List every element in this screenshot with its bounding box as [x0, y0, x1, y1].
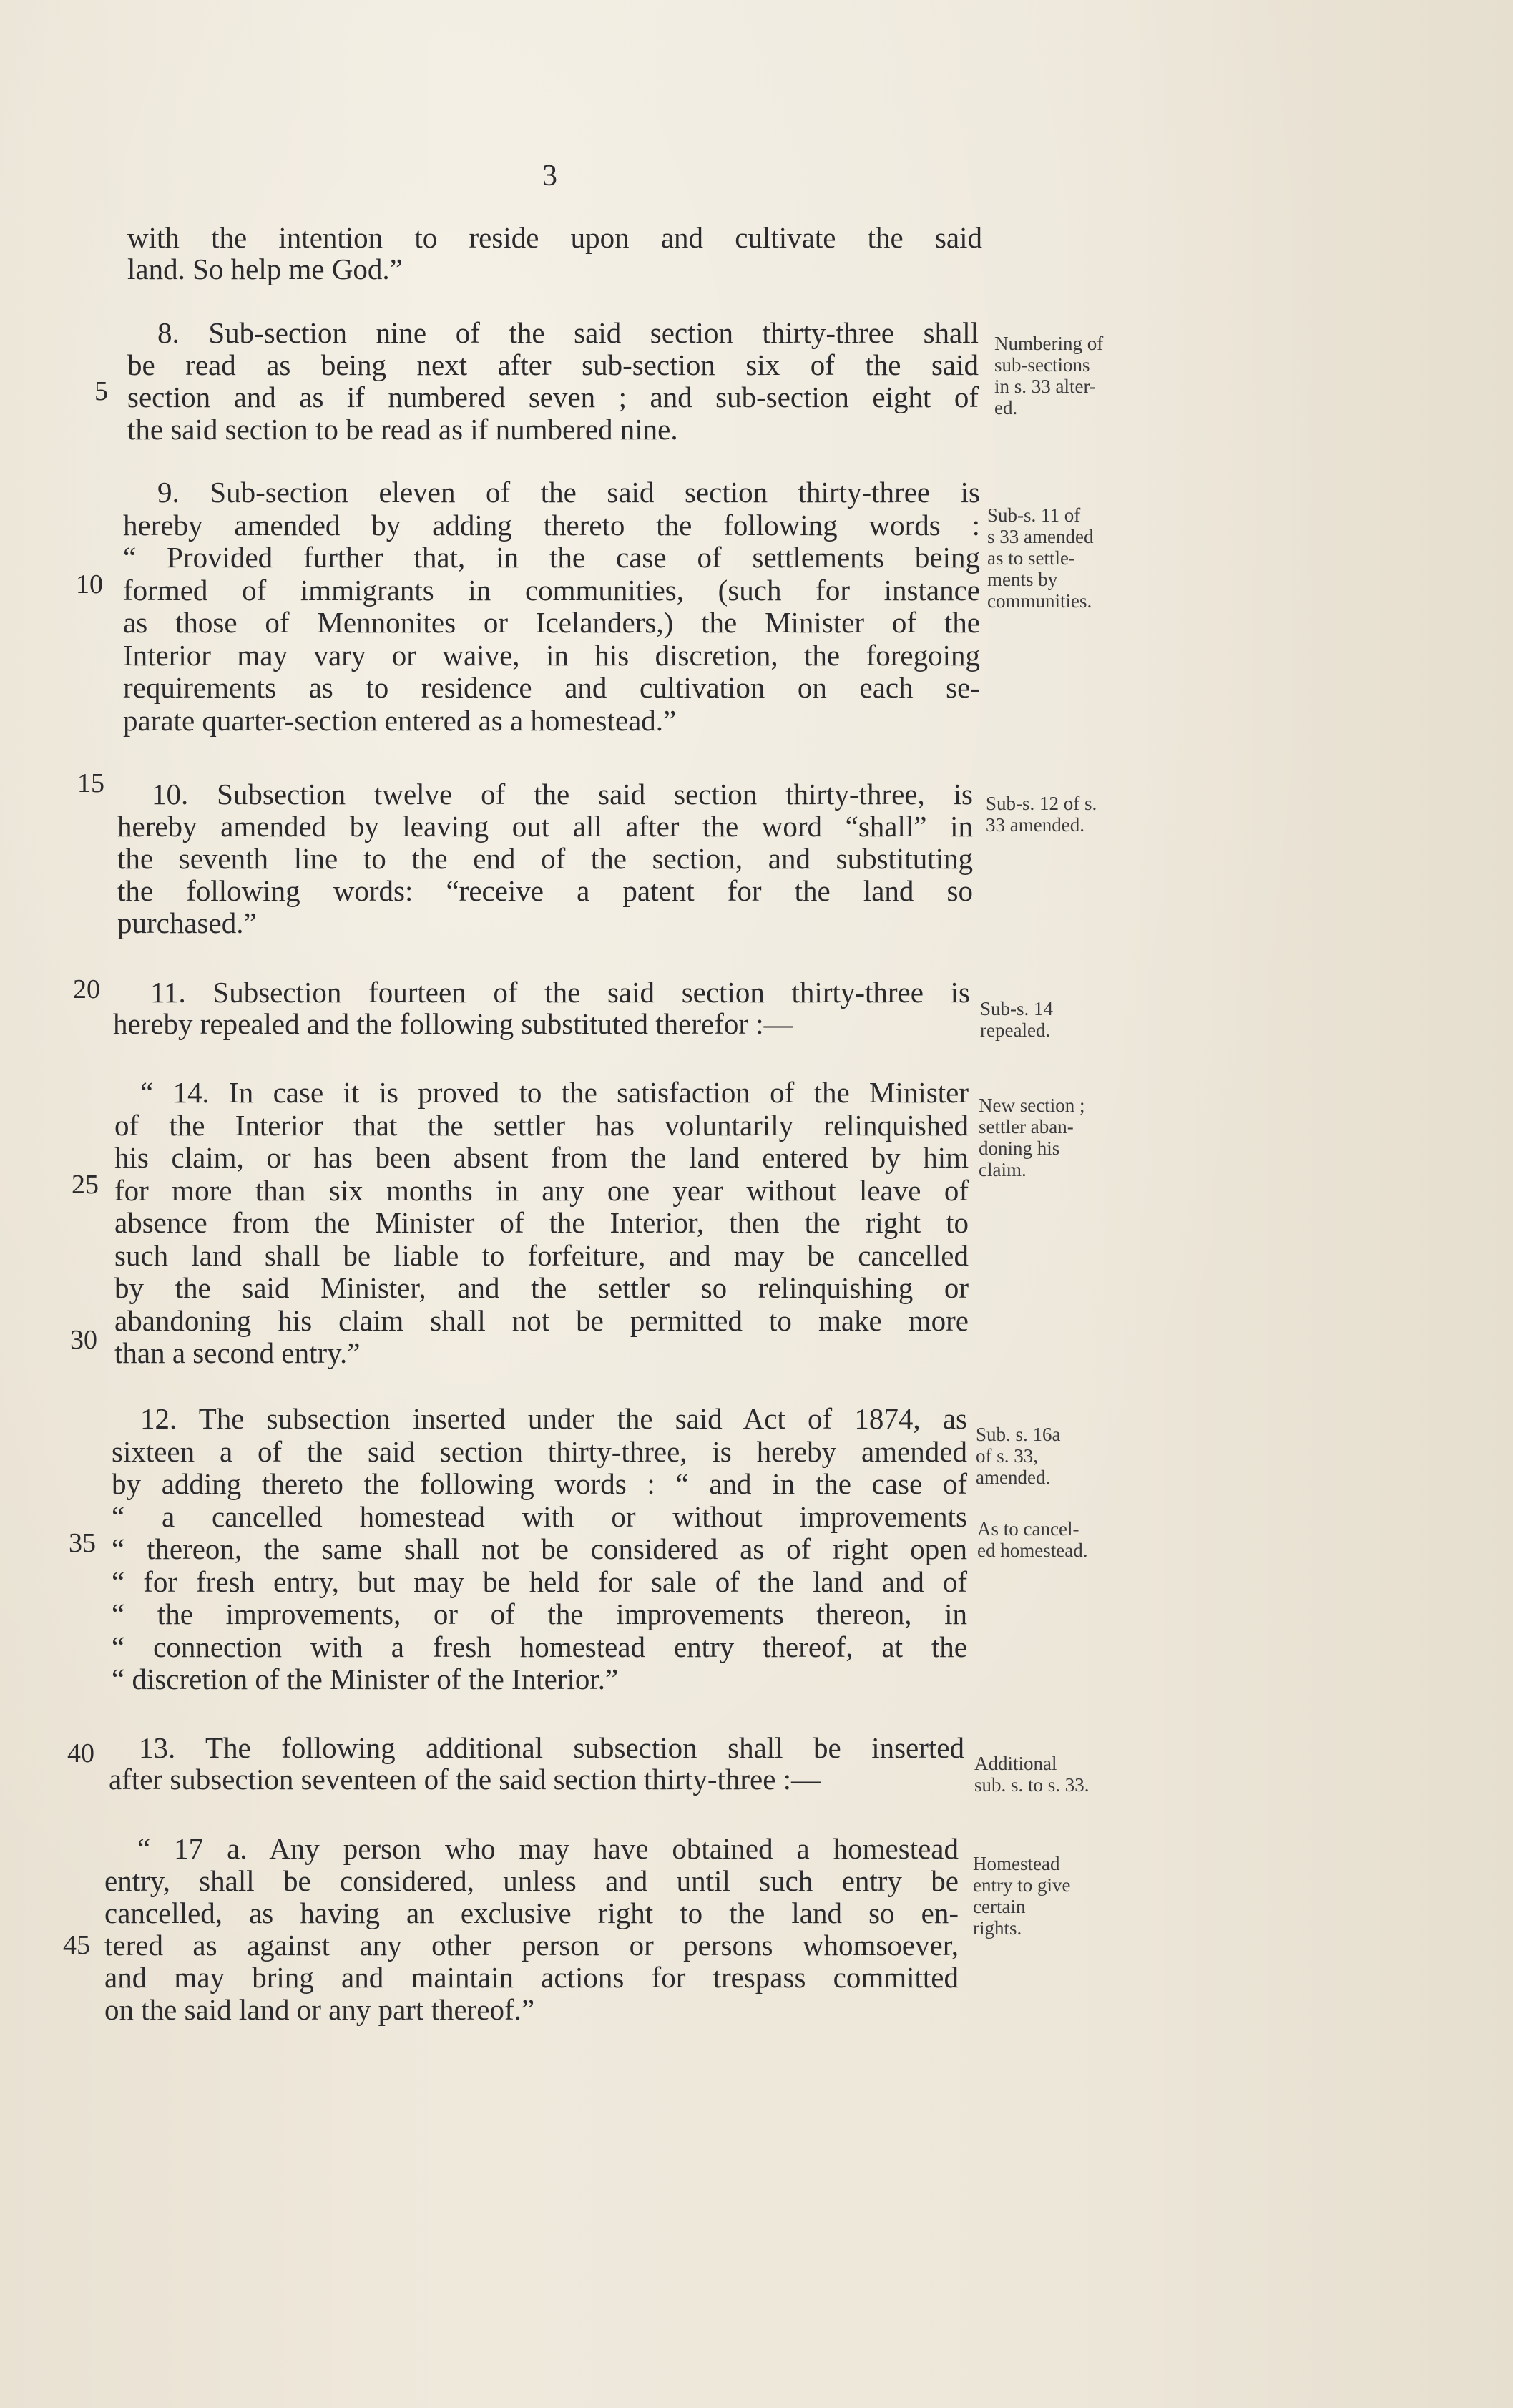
- marginal-note-s10: [986, 793, 1097, 836]
- text-line: 9. Sub-section eleven of the said section thirty-three is: [157, 476, 980, 509]
- text-line: 10. Subsection twelve of the said section thirty-three, is: [152, 778, 973, 811]
- text-line: after subsection seventeen of the said section thirty-three :—: [109, 1763, 821, 1796]
- marginal-note-s12b: [977, 1518, 1087, 1561]
- text-line: “ discretion of the Minister of the Interior.”: [112, 1663, 619, 1695]
- marginal-note-line: sub. s. to s. 33.: [974, 1774, 1090, 1796]
- text-line: sixteen a of the said section thirty-three, is hereby amended: [112, 1434, 967, 1468]
- text-line: by the said Minister, and the settler so relinquishing or: [114, 1271, 969, 1304]
- text-line: 12. The subsection inserted under the said Act of 1874, as: [140, 1402, 967, 1435]
- marginal-note-line: Sub-s. 14: [980, 998, 1054, 1019]
- paragraph-s8: [127, 318, 979, 454]
- marginal-note-line: of s. 33,: [976, 1445, 1038, 1467]
- text-line: abandoning his claim shall not be permitted to make more: [114, 1303, 969, 1337]
- text-line: the said section to be read as if numbered nine.: [127, 413, 678, 446]
- text-line: his claim, or has been absent from the land entered by him: [114, 1141, 969, 1174]
- marginal-note-s11: [980, 998, 1053, 1041]
- paragraph-s17a: [104, 1834, 959, 2035]
- line-number: 5: [94, 376, 108, 406]
- paragraph-s9: [123, 478, 980, 745]
- text-line: 8. Sub-section nine of the said section thirty-three shall: [157, 316, 979, 349]
- text-line: of the Interior that the settler has voluntarily relinquished: [114, 1108, 969, 1142]
- marginal-note-s9: [987, 504, 1093, 612]
- marginal-note-line: Sub-s. 11 of: [987, 504, 1081, 526]
- line-number: 45: [63, 1930, 90, 1960]
- marginal-note-line: Additional: [974, 1753, 1057, 1774]
- marginal-note-line: communities.: [987, 590, 1092, 612]
- text-line: 11. Subsection fourteen of the said section thirty-three is: [150, 976, 970, 1009]
- text-line: entry, shall be considered, unless and until such entry be: [104, 1864, 959, 1897]
- paragraph-s10: [117, 780, 973, 948]
- line-number: 40: [67, 1738, 94, 1768]
- text-line: hereby repealed and the following substituted therefor :—: [113, 1007, 793, 1040]
- marginal-note-line: ed homestead.: [977, 1540, 1088, 1561]
- text-line: tered as against any other person or persons whomsoever,: [104, 1929, 959, 1962]
- marginal-note-line: ments by: [987, 569, 1058, 590]
- text-line: as those of Mennonites or Icelanders,) the Minister of the: [123, 606, 980, 639]
- text-line: parate quarter-section entered as a homestead.”: [123, 703, 677, 737]
- paragraph-s12: [112, 1404, 967, 1705]
- text-line: such land shall be liable to forfeiture, and may be cancelled: [114, 1238, 969, 1272]
- marginal-note-s8: [994, 333, 1103, 419]
- text-line: “ for fresh entry, but may be held for sale of the land and of: [112, 1565, 967, 1598]
- text-line: “ Provided further that, in the case of settlements being: [123, 541, 980, 574]
- marginal-note-line: sub-sections: [994, 354, 1090, 376]
- line-number: 10: [76, 569, 103, 599]
- marginal-note-line: Homestead: [973, 1853, 1060, 1874]
- text-line: hereby amended by leaving out all after the word “shall” in: [117, 810, 973, 843]
- text-line: hereby amended by adding thereto the following words :: [123, 508, 980, 542]
- text-line: the following words: “receive a patent for the land so: [117, 874, 973, 907]
- text-line: “ connection with a fresh homestead entry thereof, at the: [112, 1630, 967, 1663]
- text-line: cancelled, as having an exclusive right to the land so en-: [104, 1896, 959, 1929]
- marginal-note-line: settler aban-: [979, 1116, 1074, 1137]
- marginal-note-line: New section ;: [979, 1095, 1085, 1116]
- text-line: “ the improvements, or of the improvements thereon, in: [112, 1597, 967, 1630]
- text-line: purchased.”: [117, 906, 257, 939]
- marginal-note-line: Numbering of: [994, 333, 1104, 354]
- text-line: land. So help me God.”: [127, 253, 403, 285]
- text-line: section and as if numbered seven ; and sub-section eight of: [127, 381, 979, 413]
- marginal-note-line: in s. 33 alter-: [994, 376, 1096, 397]
- marginal-note-s14: [979, 1095, 1084, 1180]
- text-line: than a second entry.”: [114, 1336, 361, 1369]
- text-line: on the said land or any part thereof.”: [104, 1993, 535, 2026]
- text-line: formed of immigrants in communities, (such for instance: [123, 573, 980, 607]
- marginal-note-line: entry to give: [973, 1874, 1071, 1896]
- text-line: absence from the Minister of the Interior, then the right to: [114, 1206, 969, 1239]
- text-line: the seventh line to the end of the section, and substituting: [117, 842, 973, 875]
- marginal-note-line: Sub. s. 16a: [976, 1424, 1061, 1445]
- marginal-note-line: claim.: [979, 1159, 1027, 1180]
- marginal-note-line: as to settle-: [987, 547, 1075, 569]
- marginal-note-s12a: [976, 1424, 1061, 1488]
- marginal-note-s17a: [973, 1853, 1070, 1939]
- marginal-note-line: amended.: [976, 1467, 1051, 1488]
- text-line: with the intention to reside upon and cultivate the said: [127, 221, 982, 254]
- marginal-note-line: ed.: [994, 397, 1018, 419]
- marginal-note-s13: [974, 1753, 1090, 1796]
- line-number: 15: [77, 768, 104, 798]
- text-line: for more than six months in any one year without leave of: [114, 1173, 969, 1207]
- marginal-note-line: 33 amended.: [986, 814, 1084, 836]
- marginal-note-line: repealed.: [980, 1019, 1051, 1041]
- text-line: “ a cancelled homestead with or without improvements: [112, 1499, 967, 1533]
- marginal-note-line: doning his: [979, 1137, 1060, 1159]
- text-line: “ 17 a. Any person who may have obtained a homestead: [137, 1832, 959, 1865]
- text-line: requirements as to residence and cultivation on each se-: [123, 671, 980, 704]
- line-number: 25: [72, 1170, 99, 1200]
- marginal-note-line: As to cancel-: [977, 1518, 1079, 1540]
- paragraph-s11: [113, 978, 970, 1048]
- text-line: 13. The following additional subsection shall be inserted: [139, 1731, 964, 1764]
- text-line: and may bring and maintain actions for trespass committed: [104, 1961, 959, 1994]
- marginal-note-line: Sub-s. 12 of s.: [986, 793, 1097, 814]
- text-line: Interior may vary or waive, in his discretion, the foregoing: [123, 638, 980, 672]
- text-line: by adding thereto the following words : “ and in the case of: [112, 1467, 967, 1500]
- paragraph-oath-end: [127, 223, 982, 293]
- line-number: 35: [69, 1528, 96, 1558]
- marginal-note-line: rights.: [973, 1917, 1022, 1939]
- paragraph-s13: [109, 1733, 964, 1803]
- page-number: 3: [542, 160, 557, 192]
- text-line: “ 14. In case it is proved to the satisfaction of the Minister: [140, 1076, 969, 1109]
- text-line: “ thereon, the same shall not be considered as of right open: [112, 1532, 967, 1565]
- paragraph-s14-new: [114, 1078, 969, 1379]
- marginal-note-line: s 33 amended: [987, 526, 1094, 547]
- line-number: 20: [73, 974, 100, 1004]
- text-line: be read as being next after sub-section six of the said: [127, 348, 979, 381]
- marginal-note-line: certain: [973, 1896, 1026, 1917]
- line-number: 30: [70, 1325, 97, 1355]
